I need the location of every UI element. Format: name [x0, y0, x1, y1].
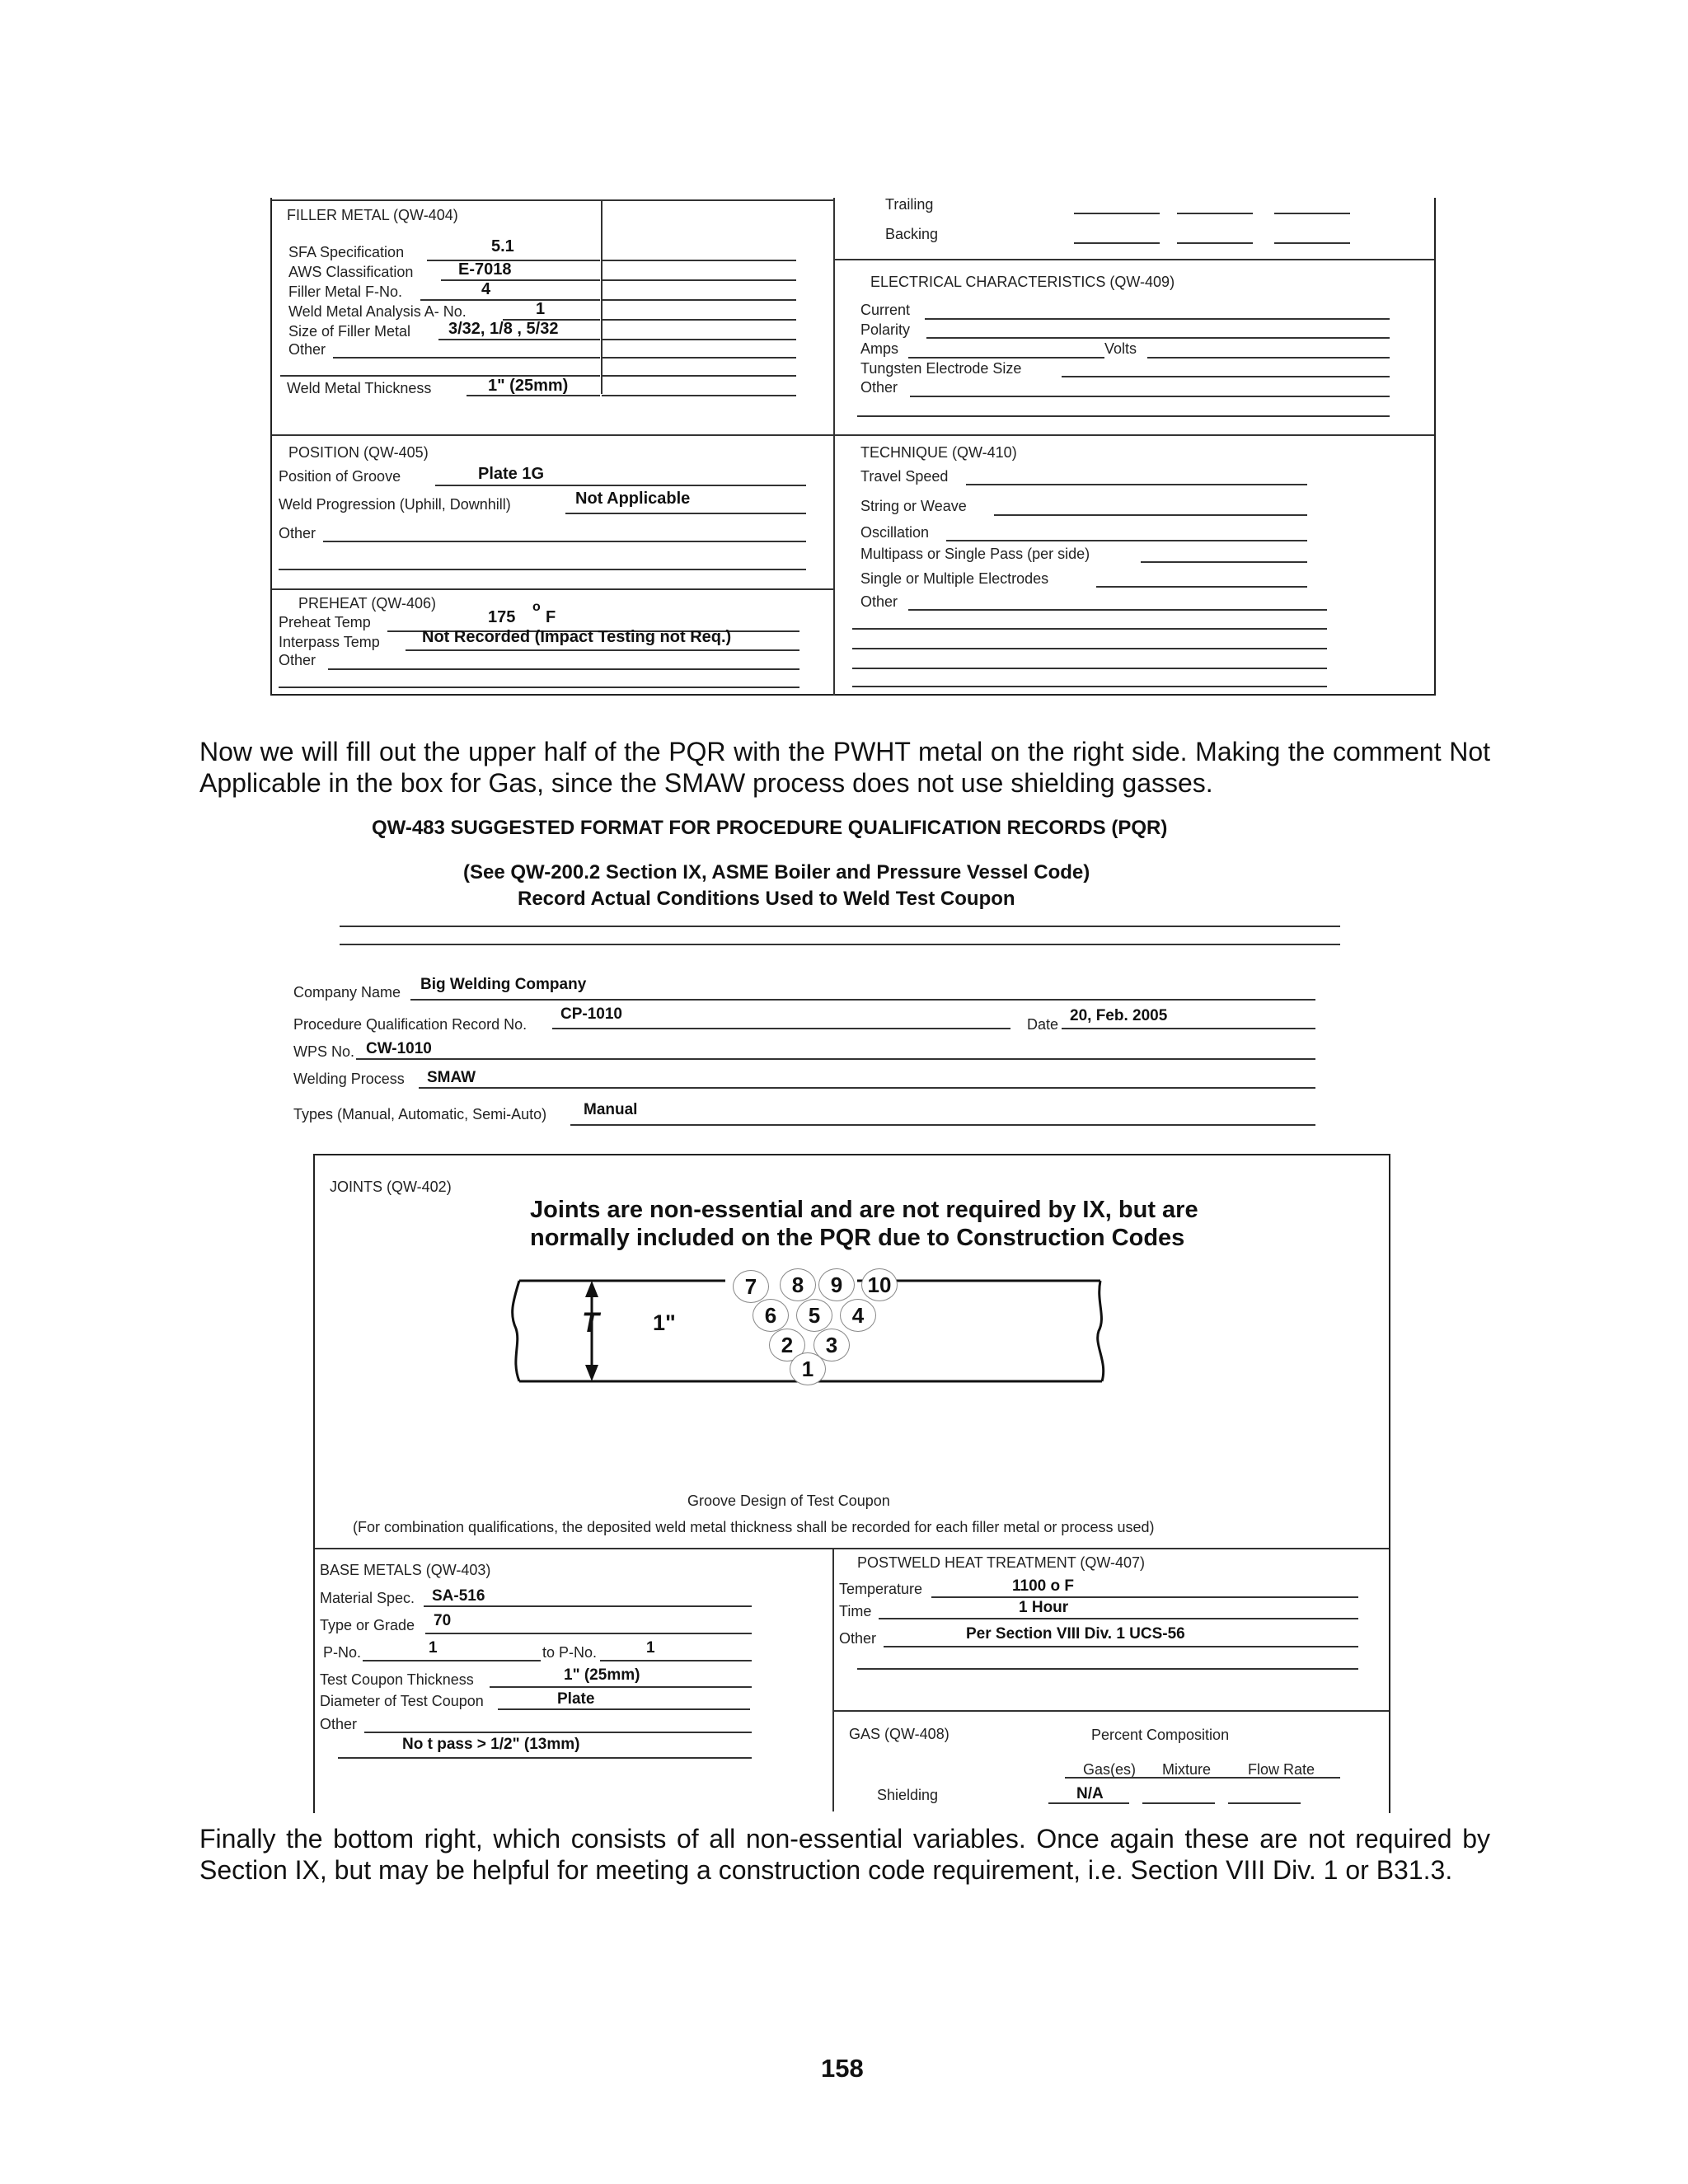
- travel-label: Travel Speed: [860, 468, 949, 485]
- page-number: 158: [821, 2054, 864, 2083]
- technique-title: TECHNIQUE (QW-410): [860, 444, 1017, 461]
- thickness-value: 1" (25mm): [488, 377, 569, 395]
- size-value: 3/32, 1/8 , 5/32: [448, 320, 559, 338]
- top-form-frame: [270, 198, 1436, 696]
- joint-thickness: 1": [653, 1310, 676, 1335]
- tungsten-label: Tungsten Electrode Size: [860, 360, 1022, 377]
- amps-label: Amps: [860, 340, 899, 357]
- preheat-degree: o: [532, 600, 541, 614]
- company-value: Big Welding Company: [420, 976, 587, 993]
- sfa-value: 5.1: [491, 237, 514, 255]
- base-other-label: Other: [320, 1716, 358, 1732]
- joints-note-2: normally included on the PQR due to Construction Codes: [530, 1225, 1185, 1251]
- paragraph-2: Finally the bottom right, which consists of all non-essential variables. Once again these are not required by Section IX, but may be helpful for meeting a construction code requirement, i.e. Section VIII Div. 1 or B31.3.: [199, 1824, 1490, 1885]
- position-title: POSITION (QW-405): [288, 444, 429, 461]
- string-label: String or Weave: [860, 498, 967, 514]
- backing-label: Backing: [885, 226, 939, 242]
- process-label: Welding Process: [293, 1071, 405, 1087]
- size-label: Size of Filler Metal: [288, 323, 411, 340]
- position-other-label: Other: [279, 525, 316, 541]
- pwht-temp-value: 1100 o F: [1012, 1577, 1074, 1595]
- gas-title: GAS (QW-408): [849, 1726, 950, 1742]
- polarity-label: Polarity: [860, 321, 911, 338]
- material-value: SA-516: [432, 1587, 485, 1605]
- multipass-label: Multipass or Single Pass (per side): [860, 546, 1090, 562]
- top-form-divider: [833, 198, 835, 696]
- pwht-temp-label: Temperature: [839, 1581, 923, 1597]
- types-label: Types (Manual, Automatic, Semi-Auto): [293, 1106, 547, 1122]
- material-label: Material Spec.: [320, 1590, 415, 1606]
- preheat-unit: F: [546, 608, 556, 626]
- weld-bead-5: 5: [796, 1299, 832, 1332]
- pwht-title: POSTWELD HEAT TREATMENT (QW-407): [857, 1554, 1146, 1571]
- percent-composition-label: Percent Composition: [1091, 1727, 1230, 1743]
- fno-label: Filler Metal F-No.: [288, 284, 403, 300]
- groove-value: Plate 1G: [478, 465, 545, 483]
- flow-rate-header: Flow Rate: [1248, 1761, 1315, 1778]
- volts-label: Volts: [1104, 340, 1137, 357]
- process-value: SMAW: [427, 1069, 476, 1086]
- fno-value: 4: [481, 280, 491, 298]
- technique-other-label: Other: [860, 593, 898, 610]
- base-metals-title: BASE METALS (QW-403): [320, 1562, 491, 1578]
- ano-value: 1: [536, 300, 546, 318]
- date-value: 20, Feb. 2005: [1070, 1007, 1168, 1024]
- gases-header: Gas(es): [1083, 1761, 1137, 1778]
- coupon-value: 1" (25mm): [564, 1666, 640, 1684]
- t-label: T: [582, 1307, 599, 1338]
- to-pno-value: 1: [646, 1639, 655, 1657]
- weld-bead-3: 3: [814, 1329, 850, 1361]
- electrical-title: ELECTRICAL CHARACTERISTICS (QW-409): [870, 274, 1175, 290]
- weld-bead-1: 1: [790, 1352, 826, 1385]
- joints-title: JOINTS (QW-402): [330, 1179, 452, 1195]
- shielding-label: Shielding: [877, 1787, 939, 1803]
- wps-value: CW-1010: [366, 1040, 432, 1057]
- sfa-label: SFA Specification: [288, 244, 405, 260]
- pno-label: P-No.: [323, 1644, 362, 1661]
- electrical-other-label: Other: [860, 379, 898, 396]
- electrodes-label: Single or Multiple Electrodes: [860, 570, 1049, 587]
- weld-bead-4: 4: [840, 1299, 876, 1332]
- ano-label: Weld Metal Analysis A- No.: [288, 303, 467, 320]
- current-label: Current: [860, 302, 911, 318]
- filler-metal-title: FILLER METAL (QW-404): [287, 207, 458, 223]
- pwht-time-label: Time: [839, 1603, 872, 1619]
- pqr-no-label: Procedure Qualification Record No.: [293, 1016, 528, 1033]
- combination-note: (For combination qualifications, the deposited weld metal thickness shall be recorded for each filler metal or process used): [353, 1519, 1155, 1535]
- pqr-subtitle: (See QW-200.2 Section IX, ASME Boiler and Pressure Vessel Code): [463, 861, 1090, 883]
- progression-label: Weld Progression (Uphill, Downhill): [279, 496, 511, 513]
- mixture-header: Mixture: [1162, 1761, 1212, 1778]
- date-label: Date: [1027, 1016, 1059, 1033]
- weld-bead-8: 8: [780, 1268, 816, 1301]
- pqr-no-value: CP-1010: [560, 1005, 622, 1023]
- wps-label: WPS No.: [293, 1043, 355, 1060]
- groove-caption: Groove Design of Test Coupon: [687, 1493, 890, 1509]
- to-pno-label: to P-No.: [542, 1644, 598, 1661]
- interpass-label: Interpass Temp: [279, 634, 380, 650]
- pqr-subtitle-2: Record Actual Conditions Used to Weld Test Coupon: [518, 888, 1015, 910]
- aws-label: AWS Classification: [288, 264, 414, 280]
- pqr-title: QW-483 SUGGESTED FORMAT FOR PROCEDURE QUALIFICATION RECORDS (PQR): [372, 817, 1168, 839]
- company-label: Company Name: [293, 984, 401, 1001]
- pwht-other-value: Per Section VIII Div. 1 UCS-56: [966, 1625, 1185, 1643]
- grade-label: Type or Grade: [320, 1617, 415, 1633]
- weld-bead-10: 10: [861, 1268, 898, 1301]
- coupon-label: Test Coupon Thickness: [320, 1671, 474, 1688]
- thickness-label: Weld Metal Thickness: [287, 380, 432, 396]
- weld-bead-7: 7: [733, 1270, 769, 1303]
- weld-bead-2: 2: [769, 1329, 805, 1361]
- weld-bead-6: 6: [753, 1299, 789, 1332]
- preheat-other-label: Other: [279, 652, 316, 668]
- grade-value: 70: [434, 1612, 452, 1629]
- base-other-value: No t pass > 1/2" (13mm): [402, 1736, 580, 1753]
- diameter-value: Plate: [557, 1690, 595, 1708]
- preheat-temp-label: Preheat Temp: [279, 614, 371, 630]
- interpass-value: Not Recorded (Impact Testing not Req.): [422, 628, 732, 646]
- paragraph-1: Now we will fill out the upper half of the PQR with the PWHT metal on the right side. Making the comment Not Applicable in the box for Gas, since the SMAW process does not use shielding gasses.: [199, 737, 1490, 798]
- preheat-temp-value: 175: [488, 608, 516, 626]
- diameter-label: Diameter of Test Coupon: [320, 1693, 484, 1709]
- preheat-title: PREHEAT (QW-406): [298, 595, 437, 612]
- weld-bead-9: 9: [818, 1268, 855, 1301]
- aws-value: E-7018: [458, 260, 512, 279]
- trailing-label: Trailing: [885, 196, 934, 213]
- pqr-box: [313, 1154, 1390, 1813]
- pno-value: 1: [429, 1639, 438, 1657]
- shielding-value: N/A: [1076, 1785, 1104, 1802]
- filler-other-label: Other: [288, 341, 326, 358]
- progression-value: Not Applicable: [575, 490, 691, 508]
- groove-label: Position of Groove: [279, 468, 401, 485]
- oscillation-label: Oscillation: [860, 524, 930, 541]
- types-value: Manual: [584, 1101, 638, 1118]
- pwht-other-label: Other: [839, 1630, 877, 1647]
- pwht-time-value: 1 Hour: [1019, 1599, 1069, 1616]
- joints-note-1: Joints are non-essential and are not required by IX, but are: [530, 1197, 1198, 1223]
